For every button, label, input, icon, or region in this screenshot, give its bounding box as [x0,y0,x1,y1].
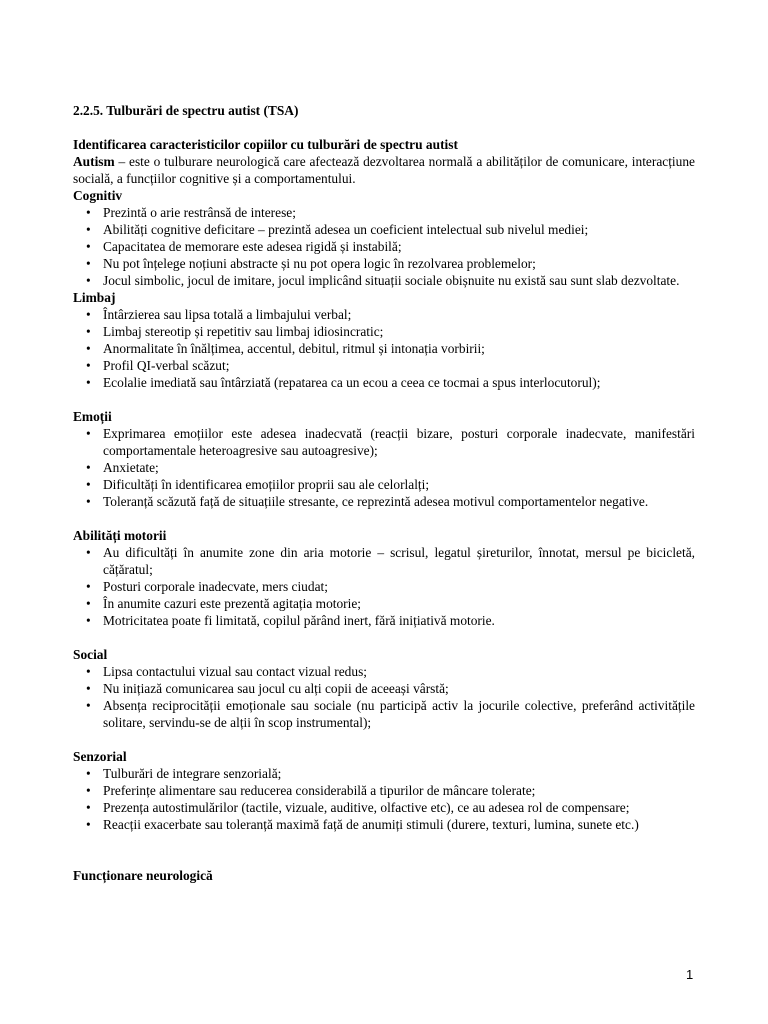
list-item: • Motricitatea poate fi limitată, copilul părând inert, fără inițiativă motorie. [73,612,695,629]
list-item: • Toleranță scăzută față de situațiile stresante, ce reprezintă adesea motivul comportamentelor negative. [73,493,695,510]
list-item: • Anxietate; [73,459,695,476]
list-limbaj [73,306,695,391]
list-senzorial [73,765,695,833]
heading-emotii: Emoții [73,409,112,424]
list-item: • Capacitatea de memorare este adesea rigidă și instabilă; [73,238,695,255]
subtitle: Identificarea caracteristicilor copiilor cu tulburări de spectru autist [73,137,458,152]
section-title: 2.2.5. Tulburări de spectru autist (TSA) [73,103,299,118]
list-item: • Absența reciprocității emoționale sau sociale (nu participă activ la jocurile colective, preferând activitățile solitare, servindu-se de alții în scop instrumental); [73,697,695,731]
list-item: • Prezintă o arie restrânsă de interese; [73,204,695,221]
list-social [73,663,695,731]
intro-text: – este o tulburare neurologică care afectează dezvoltarea normală a abilităților de comunicare, interacțiune socială, a funcțiilor cognitive și a comportamentului. [73,154,695,186]
list-item: • Tulburări de integrare senzorială; [73,765,695,782]
list-emotii [73,425,695,510]
heading-limbaj: Limbaj [73,290,116,305]
list-item: • Anormalitate în înălțimea, accentul, debitul, ritmul și intonația vorbirii; [73,340,695,357]
heading-social: Social [73,647,108,662]
list-item: • Dificultăți în identificarea emoțiilor proprii sau ale celorlalți; [73,476,695,493]
list-abilitati-motorii [73,544,695,629]
list-item: • Nu pot înțelege noțiuni abstracte și nu pot opera logic în rezolvarea problemelor; [73,255,695,272]
list-item: • Jocul simbolic, jocul de imitare, jocul implicând situații sociale obișnuite nu există sau sunt slab dezvoltate. [73,272,695,289]
list-item: • Reacții exacerbate sau toleranță maximă față de anumiți stimuli (durere, texturi, lumina, sunete etc.) [73,816,695,833]
list-item: • Preferințe alimentare sau reducerea considerabilă a tipurilor de mâncare tolerate; [73,782,695,799]
intro-paragraph [73,153,695,187]
intro-term: Autism [73,154,115,169]
page-number: 1 [686,967,694,982]
list-item: • Ecolalie imediată sau întârziată (repatarea ca un ecou a ceea ce tocmai a spus interlocutorul); [73,374,695,391]
list-item: • Posturi corporale inadecvate, mers ciudat; [73,578,695,595]
list-item: • Prezența autostimulărilor (tactile, vizuale, auditive, olfactive etc), ce au adesea rol de compensare; [73,799,695,816]
list-item: • Abilități cognitive deficitare – prezintă adesea un coeficient intelectual sub nivelul mediei; [73,221,695,238]
heading-cognitiv: Cognitiv [73,188,123,203]
list-item: • Exprimarea emoțiilor este adesea inadecvată (reacții bizare, posturi corporale inadecvate, manifestări comportamentale heteroagresive sau autoagresive); [73,425,695,459]
list-item: • Profil QI-verbal scăzut; [73,357,695,374]
document-page [73,102,695,884]
list-item: • Nu inițiază comunicarea sau jocul cu alți copii de aceeași vârstă; [73,680,695,697]
list-item: • În anumite cazuri este prezentă agitația motorie; [73,595,695,612]
heading-abilitati-motorii: Abilități motorii [73,528,167,543]
heading-functionare-neurologica: Funcționare neurologică [73,868,213,883]
list-item: • Lipsa contactului vizual sau contact vizual redus; [73,663,695,680]
list-item: • Limbaj stereotip și repetitiv sau limbaj idiosincratic; [73,323,695,340]
list-item: • Au dificultăți în anumite zone din aria motorie – scrisul, legatul șireturilor, înnotat, mersul pe bicicletă, cățăratul; [73,544,695,578]
heading-senzorial: Senzorial [73,749,127,764]
list-item: • Întârzierea sau lipsa totală a limbajului verbal; [73,306,695,323]
list-cognitiv [73,204,695,289]
